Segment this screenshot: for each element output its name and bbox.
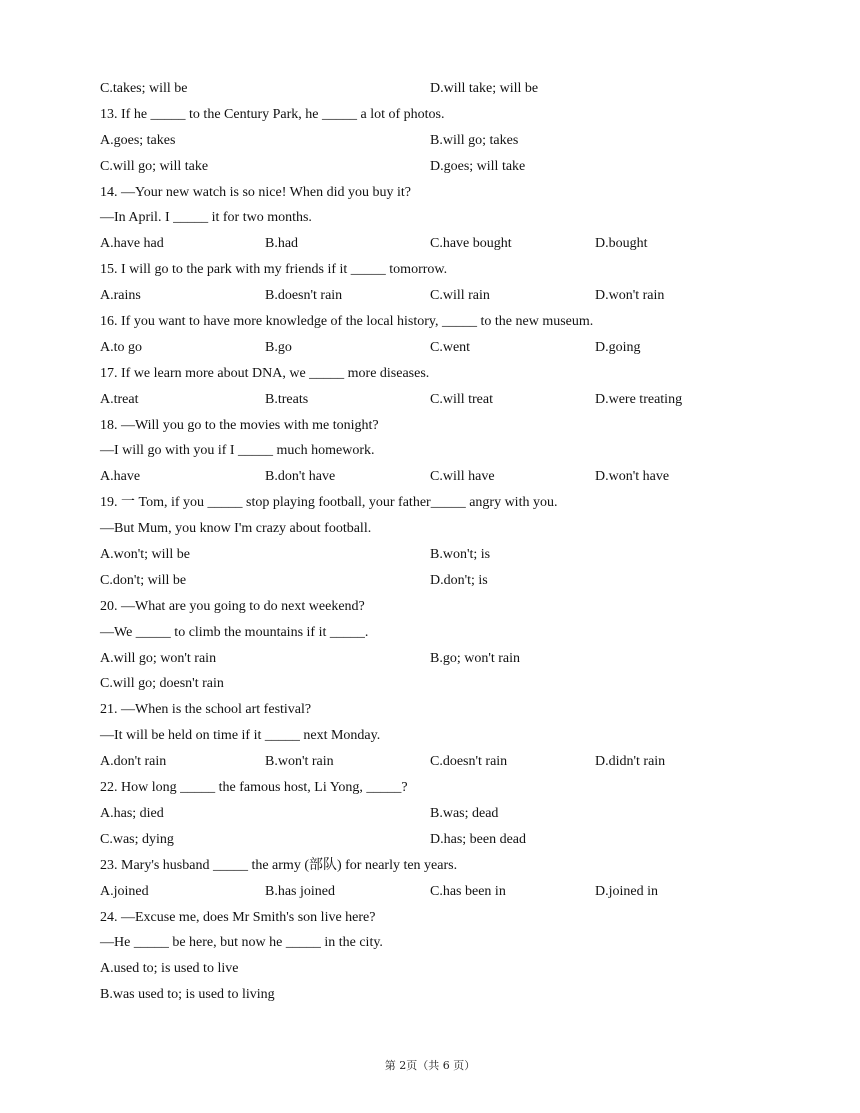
- question-line: [100, 311, 800, 337]
- answer-option: D.don't; is: [430, 572, 488, 588]
- answer-option: D.didn't rain: [595, 754, 666, 770]
- options-row: [100, 285, 800, 311]
- question-line: [100, 363, 800, 389]
- question-line: [100, 699, 800, 725]
- options-row: [100, 751, 800, 777]
- options-row: [100, 233, 800, 259]
- answer-option: C.takes; will be: [100, 81, 188, 96]
- answer-option: A.don't rain: [100, 754, 167, 770]
- options-row: [100, 958, 800, 984]
- question-text: —But Mum, you know I'm crazy about football.: [100, 521, 372, 537]
- answer-option: C.will have: [430, 469, 495, 485]
- answer-option: B.has joined: [265, 883, 335, 899]
- question-line: [100, 518, 800, 544]
- question-line: [100, 182, 800, 208]
- options-row: [100, 673, 800, 699]
- answer-option: C.will treat: [430, 391, 493, 407]
- answer-option: D.joined in: [595, 883, 658, 899]
- answer-option: A.rains: [100, 288, 141, 304]
- question-line: [100, 415, 800, 441]
- answer-option: B.was; dead: [430, 805, 499, 821]
- page-footer: 第 2页（共 6 页）: [384, 1059, 476, 1072]
- question-line: [100, 492, 800, 518]
- options-row: [100, 544, 800, 570]
- answer-option: B.won't; is: [430, 547, 491, 563]
- question-text: 17. If we learn more about DNA, we _____ more diseases.: [100, 365, 430, 381]
- options-row: [100, 389, 800, 415]
- options-row: [100, 156, 800, 182]
- answer-option: B.had: [265, 236, 299, 252]
- exam-page: [100, 78, 800, 1010]
- answer-option: C.was; dying: [100, 831, 174, 847]
- question-line: [100, 596, 800, 622]
- options-row: [100, 337, 800, 363]
- question-text: 22. How long _____ the famous host, Li Yong, _____?: [100, 780, 408, 796]
- question-text: 19. 一 Tom, if you _____ stop playing football, your father_____ angry with you.: [100, 495, 558, 511]
- options-row: [100, 648, 800, 674]
- answer-option: D.has; been dead: [430, 831, 527, 847]
- answer-option: B.won't rain: [265, 754, 334, 770]
- question-line: [100, 932, 800, 958]
- question-text: 21. —When is the school art festival?: [100, 702, 312, 718]
- question-line: [100, 907, 800, 933]
- question-line: [100, 207, 800, 233]
- question-text: 13. If he _____ to the Century Park, he _____ a lot of photos.: [100, 106, 445, 122]
- answer-option: A.goes; takes: [100, 132, 176, 148]
- answer-option: C.went: [430, 339, 471, 355]
- question-line: [100, 440, 800, 466]
- answer-option: C.will go; will take: [100, 158, 209, 174]
- question-line: [100, 104, 800, 130]
- answer-option: B.go: [265, 339, 292, 355]
- options-row: [100, 130, 800, 156]
- question-text: 23. Mary's husband _____ the army (部队) for nearly ten years.: [100, 857, 458, 873]
- answer-option: A.have: [100, 469, 141, 485]
- question-line: [100, 725, 800, 751]
- answer-option: D.going: [595, 339, 641, 355]
- options-row: [100, 78, 800, 104]
- question-text: —We _____ to climb the mountains if it _____.: [100, 624, 369, 640]
- answer-option: A.joined: [100, 883, 149, 899]
- answer-option: A.to go: [100, 339, 142, 355]
- answer-option: C.doesn't rain: [430, 754, 508, 770]
- answer-option: D.will take; will be: [430, 81, 539, 96]
- answer-option: B.will go; takes: [430, 132, 519, 148]
- question-text: 14. —Your new watch is so nice! When did you buy it?: [100, 184, 411, 200]
- question-text: 18. —Will you go to the movies with me tonight?: [100, 417, 379, 433]
- answer-option: C.has been in: [430, 883, 506, 899]
- answer-option: A.have had: [100, 236, 164, 252]
- question-text: —It will be held on time if it _____ next Monday.: [100, 728, 381, 744]
- question-line: [100, 259, 800, 285]
- answer-option: A.treat: [100, 391, 139, 407]
- question-line: [100, 777, 800, 803]
- answer-option: B.don't have: [265, 469, 336, 485]
- question-text: 16. If you want to have more knowledge of the local history, _____ to the new museum.: [100, 314, 594, 330]
- question-text: —I will go with you if I _____ much homework.: [100, 443, 375, 459]
- answer-option: D.were treating: [595, 391, 683, 407]
- question-text: 20. —What are you going to do next weekend?: [100, 598, 365, 614]
- answer-option: C.don't; will be: [100, 572, 187, 588]
- answer-option: A.won't; will be: [100, 547, 191, 563]
- answer-option: A.used to; is used to live: [100, 961, 239, 977]
- answer-option: B.was used to; is used to living: [100, 987, 275, 1003]
- answer-option: A.has; died: [100, 805, 164, 821]
- answer-option: C.have bought: [430, 236, 512, 252]
- answer-option: B.doesn't rain: [265, 288, 343, 304]
- options-row: [100, 829, 800, 855]
- options-row: [100, 570, 800, 596]
- answer-option: D.goes; will take: [430, 158, 526, 174]
- question-text: 24. —Excuse me, does Mr Smith's son live here?: [100, 909, 376, 925]
- options-row: [100, 466, 800, 492]
- question-line: [100, 622, 800, 648]
- answer-option: C.will rain: [430, 288, 490, 304]
- question-text: —He _____ be here, but now he _____ in the city.: [100, 935, 383, 951]
- answer-option: D.won't rain: [595, 288, 665, 304]
- answer-option: B.treats: [265, 391, 309, 407]
- question-text: 15. I will go to the park with my friends if it _____ tomorrow.: [100, 262, 448, 278]
- options-row: [100, 984, 800, 1010]
- question-text: —In April. I _____ it for two months.: [100, 210, 312, 226]
- answer-option: A.will go; won't rain: [100, 650, 217, 666]
- answer-option: D.won't have: [595, 469, 670, 485]
- answer-option: D.bought: [595, 236, 648, 252]
- answer-option: B.go; won't rain: [430, 650, 521, 666]
- options-row: [100, 881, 800, 907]
- options-row: [100, 803, 800, 829]
- question-line: [100, 855, 800, 881]
- answer-option: C.will go; doesn't rain: [100, 676, 224, 692]
